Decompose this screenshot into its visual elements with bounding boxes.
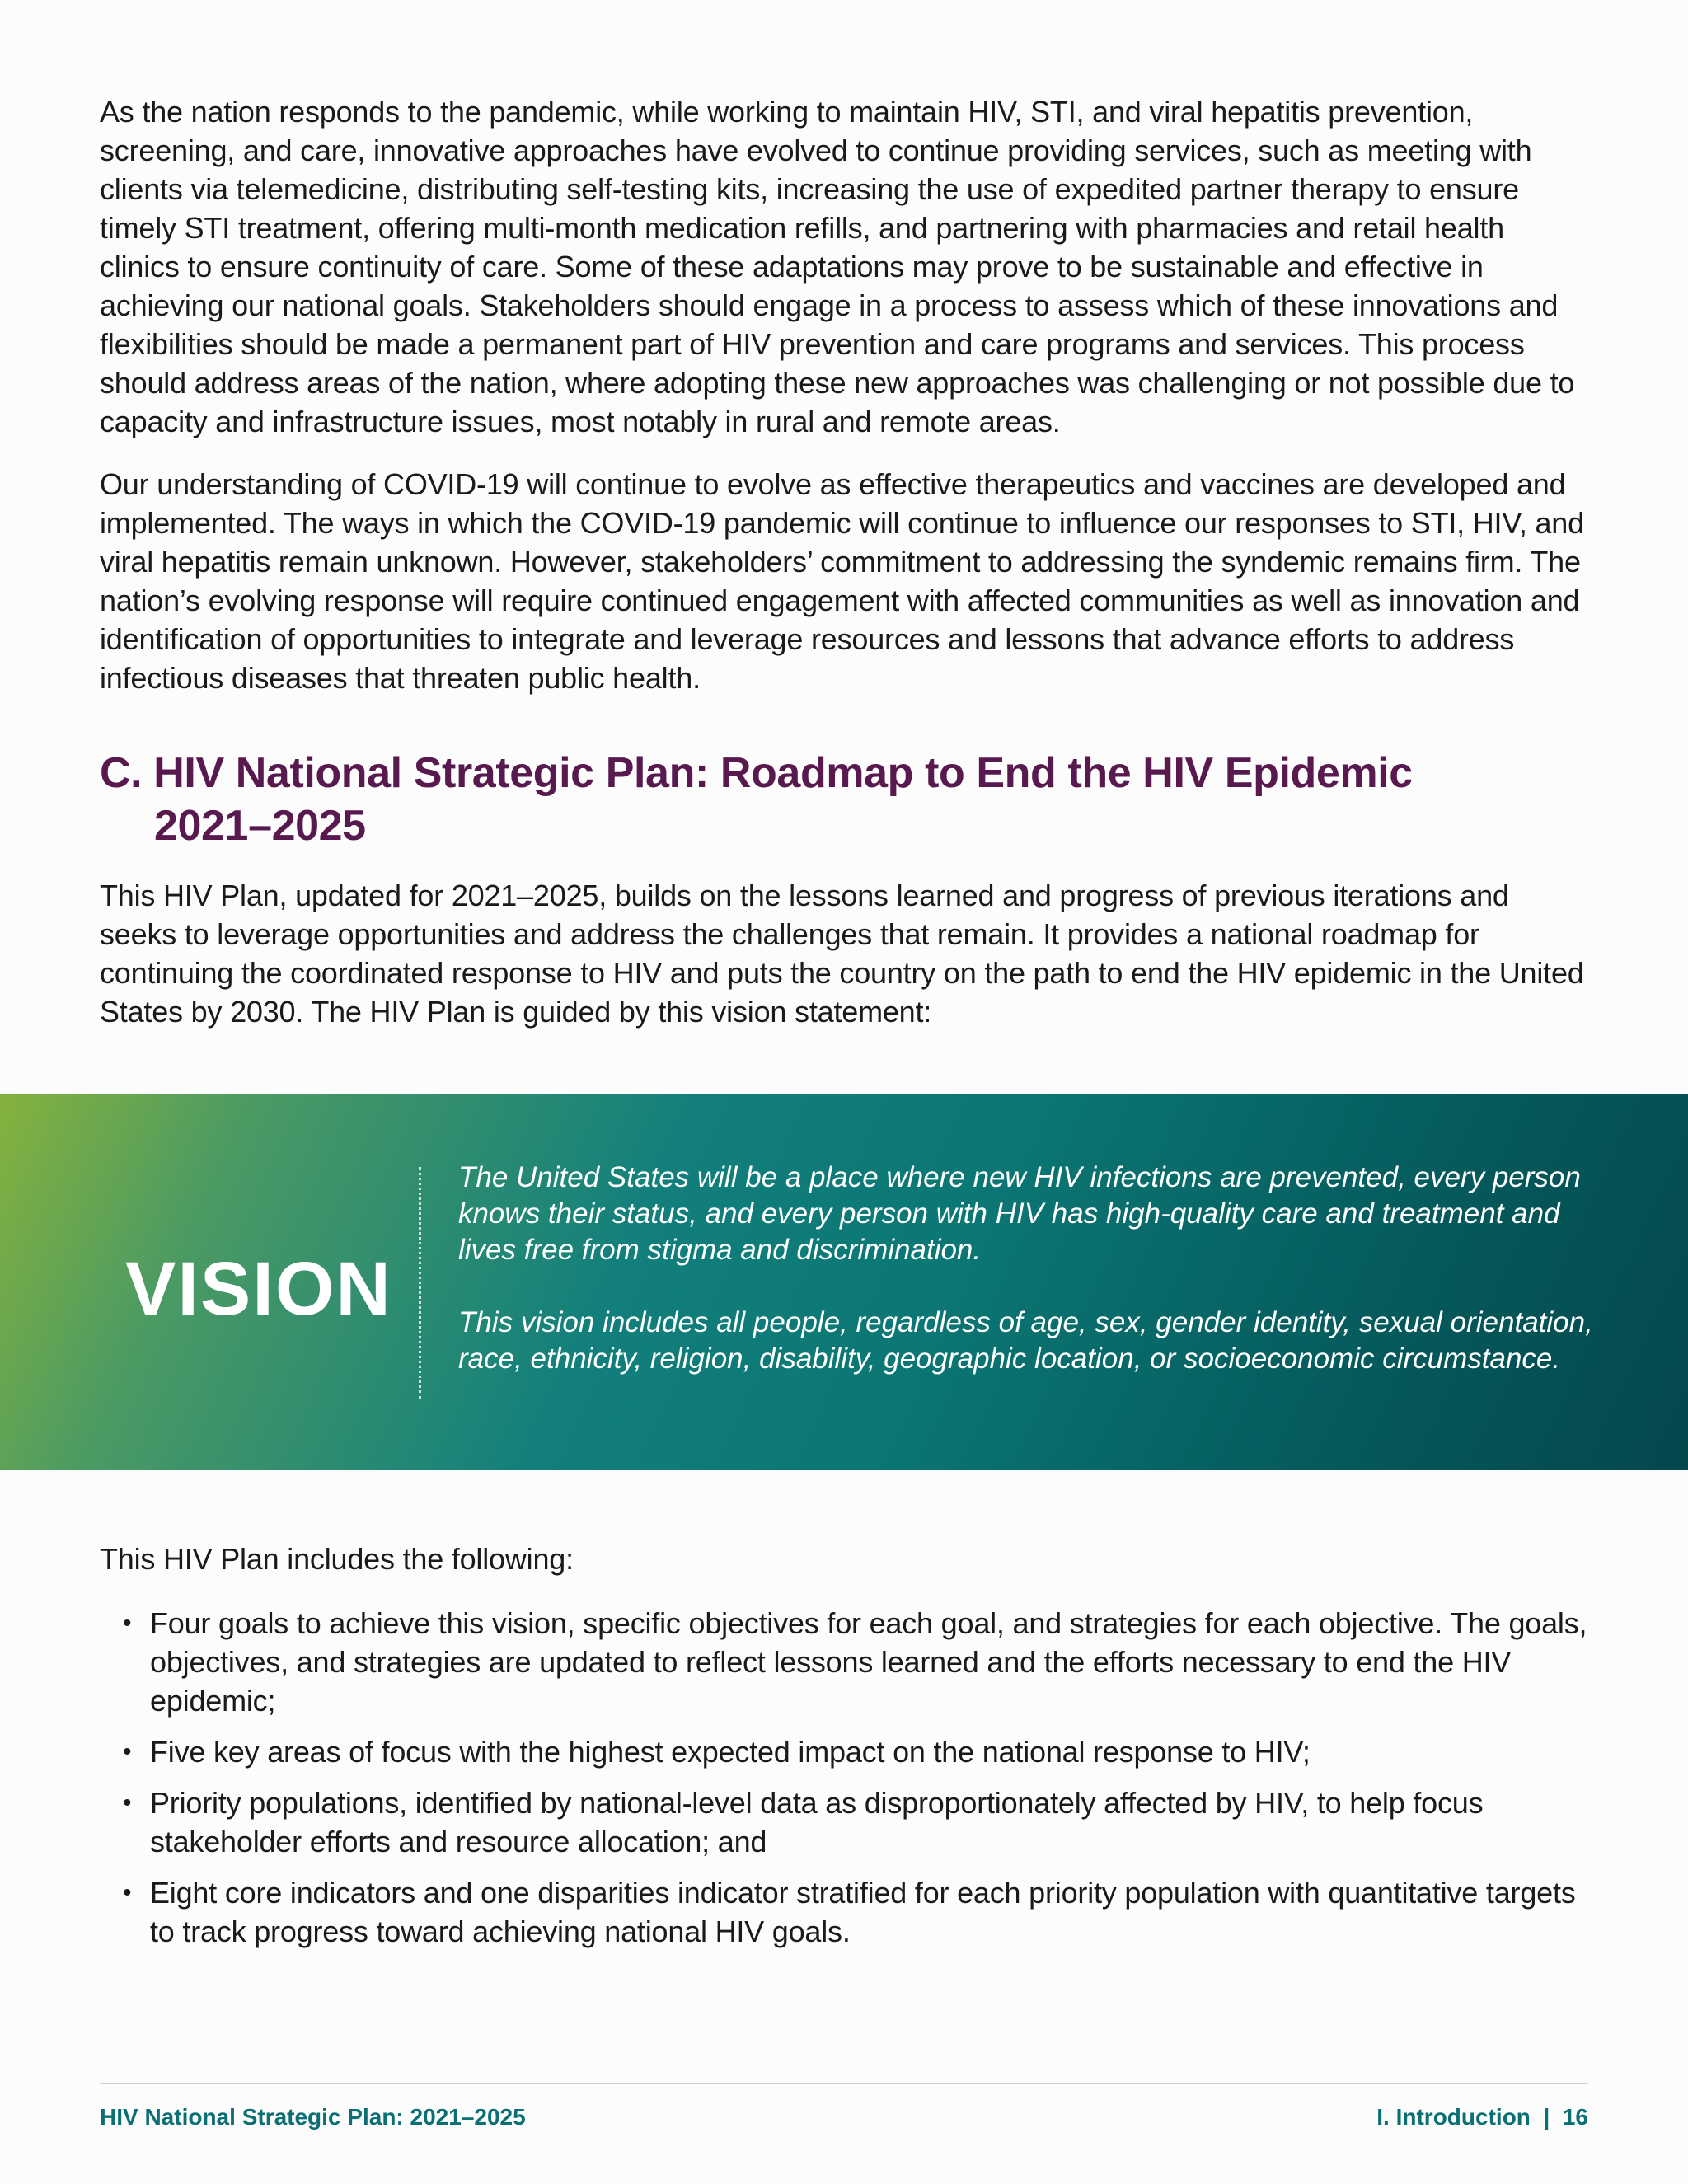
list-item-text: Eight core indicators and one disparities indicator stratified for each priority population with quantitative targets to track progress toward achieving national HIV goals. [150, 1876, 1576, 1948]
vision-banner [0, 1094, 1688, 1470]
bullet-icon: • [123, 1789, 132, 1816]
list-item [100, 1873, 1588, 1951]
section-heading-line1: C. HIV National Strategic Plan: Roadmap to End the HIV Epidemic [100, 749, 1413, 797]
plan-components-list [100, 1604, 1588, 1963]
paragraph-plan-intro: This HIV Plan, updated for 2021–2025, builds on the lessons learned and progress of previous iterations and seeks to leverage opportunities and address the challenges that remain. It provides a national roadmap for continuing the coordinated response to HIV and puts the country on the path to end the HIV epidemic in the United States by 2030. The HIV Plan is guided by this vision statement: [100, 879, 1584, 1029]
list-item-text: Priority populations, identified by national-level data as disproportionately affected by HIV, to help focus stakeholder efforts and resource allocation; and [150, 1786, 1484, 1858]
vision-statement: The United States will be a place where new HIV infections are prevented, every person knows their status, and every person with HIV has high-quality care and treatment and lives free from stigma and discrimination. [458, 1161, 1581, 1266]
list-item-text: Five key areas of focus with the highest expected impact on the national response to HIV; [150, 1735, 1311, 1769]
paragraph-pandemic-adaptations: As the nation responds to the pandemic, while working to maintain HIV, STI, and viral hepatitis prevention, screening, and care, innovative approaches have evolved to continue providing services, such as meeting with clients via telemedicine, distributing self-testing kits, increasing the use of expedited partner therapy to ensure timely STI treatment, offering multi-month medication refills, and partnering with pharmacies and retail health clinics to ensure continuity of care. Some of these adaptations may prove to be sustainable and effective in achieving our national goals. Stakeholders should engage in a process to assess which of these innovations and flexibilities should be made a permanent part of HIV prevention and care programs and services. This process should address areas of the nation, where adopting these new approaches was challenging or not possible due to capacity and infrastructure issues, most notably in rural and remote areas. [100, 95, 1575, 438]
footer-document-title: HIV National Strategic Plan: 2021–2025 [100, 2104, 526, 2130]
footer-divider [100, 2083, 1588, 2084]
vision-label: VISION [125, 1247, 392, 1331]
footer-section-page: I. Introduction | 16 [1376, 2104, 1588, 2130]
list-item [100, 1783, 1588, 1861]
vision-inclusion: This vision includes all people, regardless of age, sex, gender identity, sexual orientation, race, ethnicity, religion, disability, geographic location, or socioeconomic circumstance. [458, 1306, 1593, 1375]
vision-divider [419, 1167, 421, 1399]
vision-statement-block [458, 1160, 1604, 1377]
paragraph-includes-intro: This HIV Plan includes the following: [100, 1542, 574, 1576]
list-item-text: Four goals to achieve this vision, specific objectives for each goal, and strategies for each objective. The goals, objectives, and strategies are updated to reflect lessons learned and the efforts necessary to end the HIV epidemic; [150, 1606, 1587, 1718]
bullet-icon: • [123, 1738, 132, 1765]
section-heading [100, 747, 1588, 852]
bullet-icon: • [123, 1879, 132, 1906]
bullet-icon: • [123, 1610, 132, 1637]
list-item [100, 1732, 1588, 1771]
list-item [100, 1604, 1588, 1720]
paragraph-covid-understanding: Our understanding of COVID-19 will continue to evolve as effective therapeutics and vaccines are developed and implemented. The ways in which the COVID-19 pandemic will continue to influence our responses to STI, HIV, and viral hepatitis remain unknown. However, stakeholders’ commitment to addressing the syndemic remains firm. The nation’s evolving response will require continued engagement with affected communities as well as innovation and identification of opportunities to integrate and leverage resources and lessons that advance efforts to address infectious diseases that threaten public health. [100, 467, 1584, 695]
section-heading-line2: 2021–2025 [154, 802, 366, 850]
